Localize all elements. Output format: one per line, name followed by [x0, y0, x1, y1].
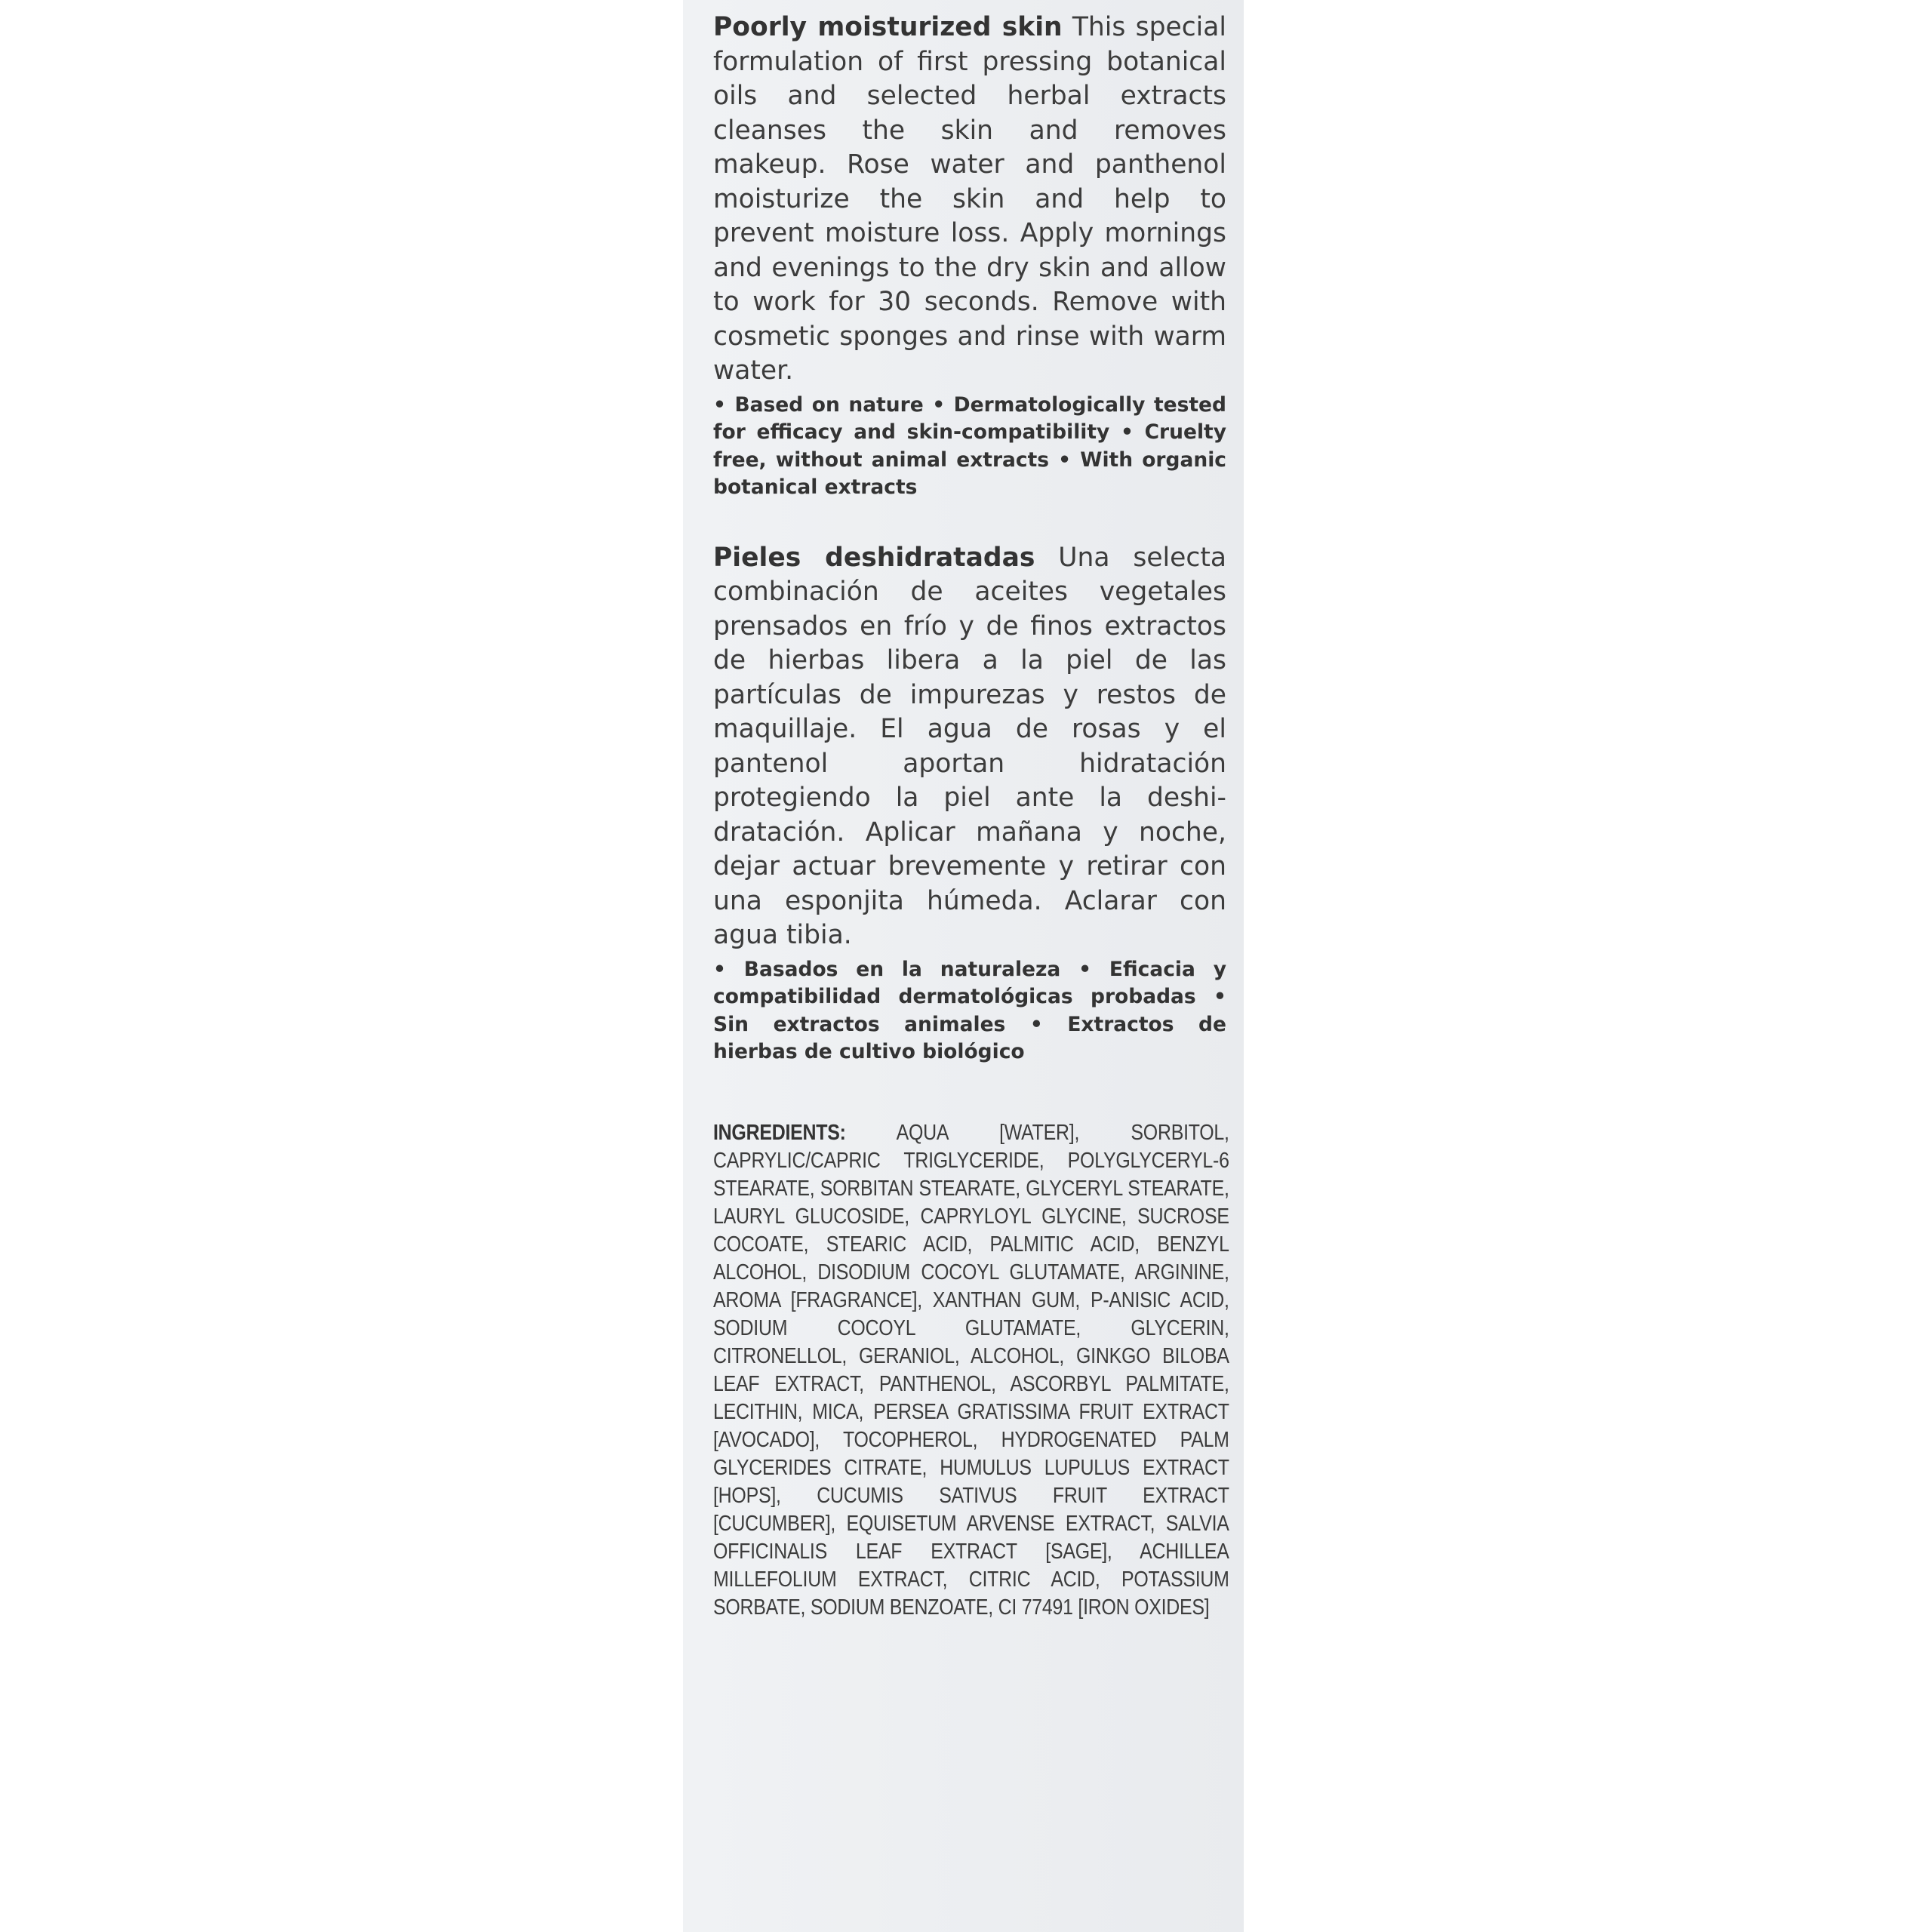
english-heading: Poorly moisturized skin	[713, 12, 1063, 42]
spanish-claims: • Basados en la naturaleza • Eficacia y compatibilidad dermatológicas probadas • Sin extractos animales • Extractos de hierbas de cultivo biológico	[713, 957, 1226, 1063]
spanish-description	[713, 541, 1226, 953]
english-section	[713, 11, 1226, 502]
english-claims: • Based on nature • Dermatologically tested for efficacy and skin-compatibility • Cruelty free, without animal extracts • With organic botanical extracts	[713, 392, 1226, 499]
spanish-body: Una selecta combinación de aceites vegetales prensados en frío y de finos extractos de hierbas libera a la piel de las partículas de impurezas y restos de maquillaje. El agua de rosas y el pantenol aportan hidratación protegiendo la piel ante la deshidratación. Aplicar mañana y noche, dejar actuar brevemente y retirar con una esponjita húmeda. Aclarar con agua tibia.	[713, 542, 1226, 950]
spanish-section	[713, 541, 1226, 1066]
english-description	[713, 11, 1226, 389]
ingredients-list: AQUA [WATER], SORBITOL, CAPRYLIC/CAPRIC TRIGLYCERIDE, POLYGLYCERYL-6 STEARATE, SORBITAN STEARATE, GLYCERYL STEARATE, LAURYL GLUCOSIDE, CAPRYLOYL GLYCINE, SUCROSE COCOATE, STEARIC ACID, PALMITIC ACID, BENZYL ALCOHOL, DISODIUM COCOYL GLUTAMATE, ARGININE, AROMA [FRAGRANCE], XANTHAN GUM, P-ANISIC ACID, SODIUM COCOYL GLUTAMATE, GLYCERIN, CITRONELLOL, GERANIOL, ALCOHOL, GINKGO BILOBA LEAF EXTRACT, PANTHENOL, ASCORBYL PALMITATE, LECITHIN, MICA, PERSEA GRATISSIMA FRUIT EXTRACT [AVOCADO], TOCOPHEROL, HYDROGENATED PALM GLYCERIDES CITRATE, HUMULUS LUPULUS EXTRACT [HOPS], CUCUMIS SATIVUS FRUIT EXTRACT [CUCUMBER], EQUISETUM ARVENSE EXTRACT, SALVIA OFFICINALIS LEAF EXTRACT [SAGE], ACHILLEA MILLEFOLIUM EXTRACT, CITRIC ACID, POTASSIUM SORBATE, SODIUM BENZOATE, CI 77491 [IRON OXIDES]	[713, 1120, 1229, 1620]
english-body: This special formulation of first pressing botanical oils and selected herbal extracts cleanses the skin and removes makeup. Rose water and panthenol moisturize the skin and help to prevent moisture loss. Apply mornings and evenings to the dry skin and allow to work for 30 seconds. Remove with cosmetic sponges and rinse with warm water.	[713, 12, 1226, 386]
spanish-heading: Pieles deshidratadas	[713, 542, 1035, 573]
ingredients-label: INGREDIENTS:	[713, 1120, 846, 1145]
label-content	[713, 11, 1229, 1622]
label-panel	[683, 0, 1244, 1932]
ingredients-section	[713, 1119, 1229, 1622]
